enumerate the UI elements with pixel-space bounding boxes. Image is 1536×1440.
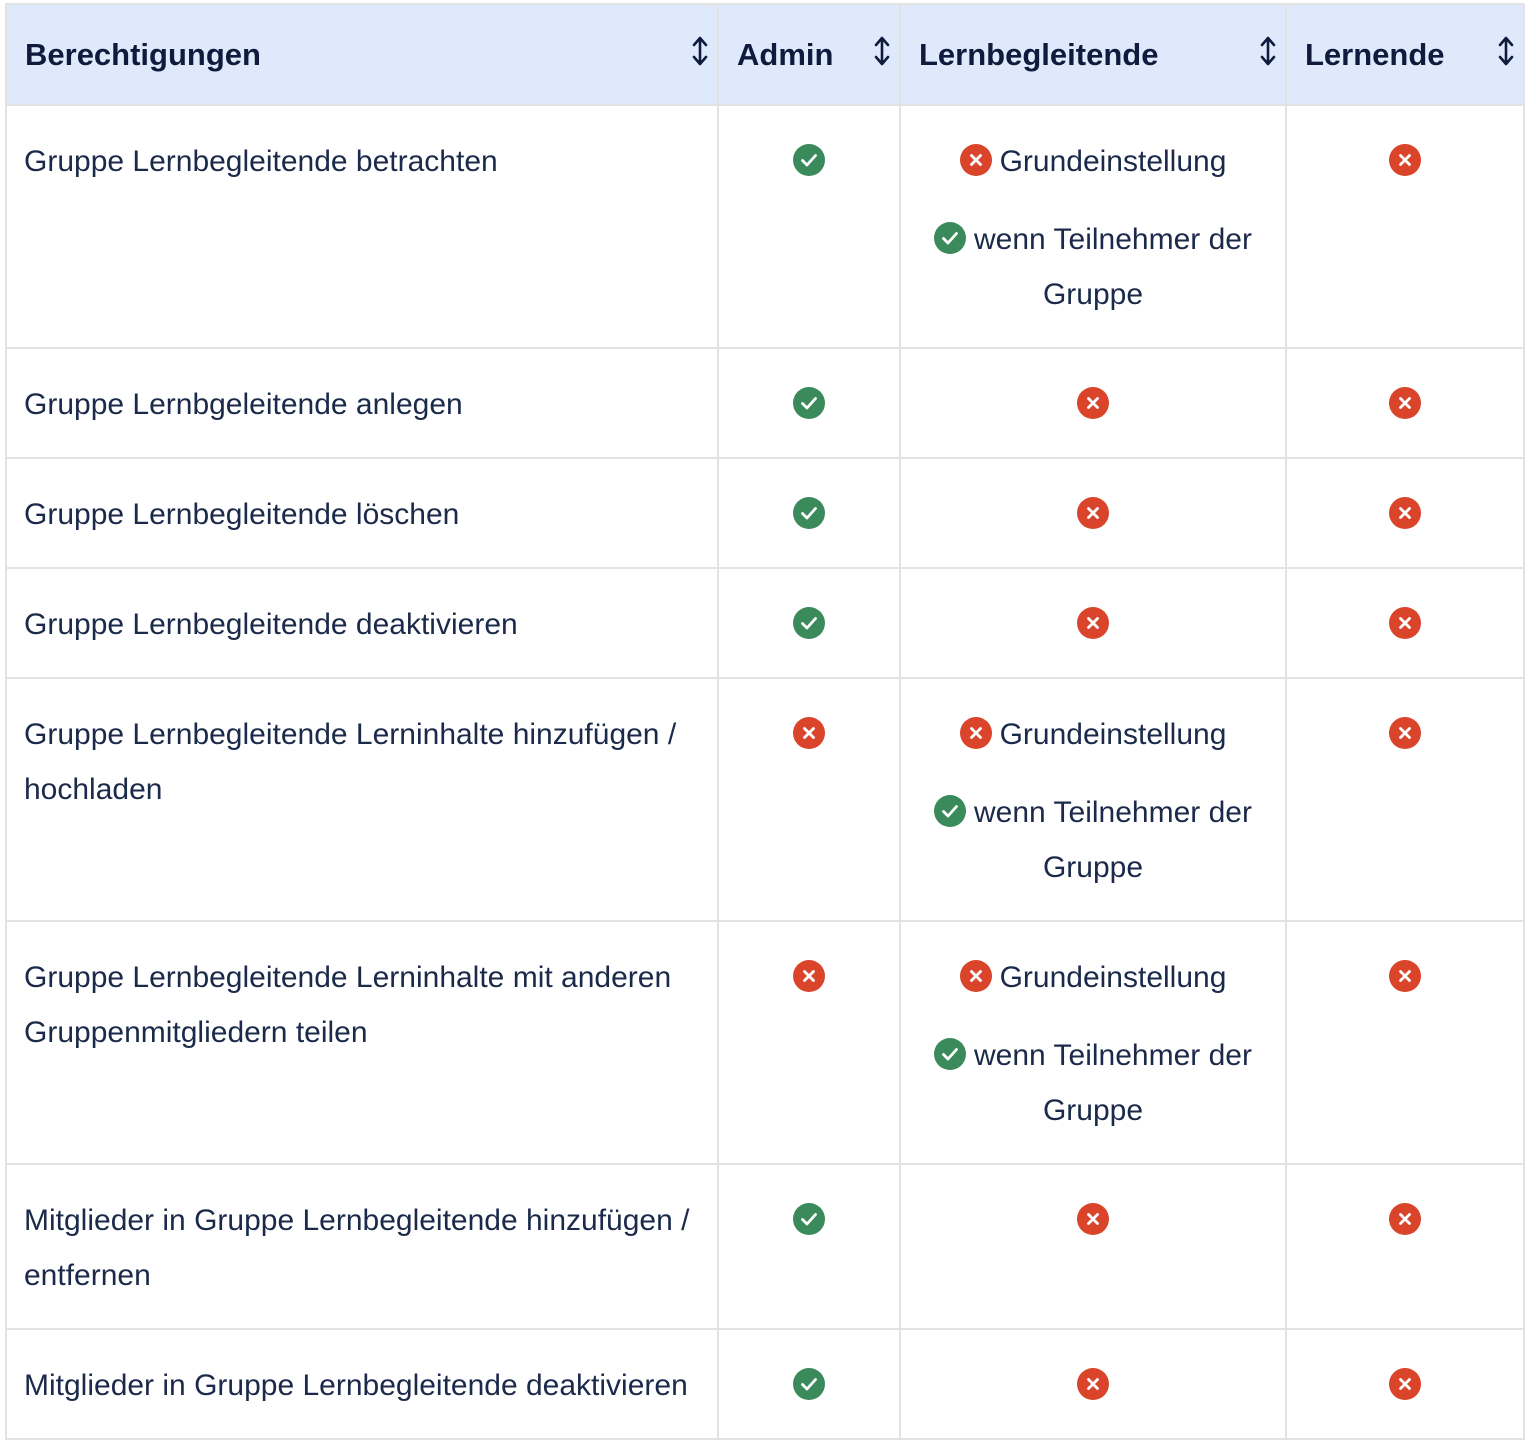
column-header-label: Lernende: [1305, 36, 1445, 72]
status-cell-lernende: [1286, 568, 1524, 678]
check-circle-icon: [793, 144, 825, 176]
status-line: [918, 785, 1268, 895]
column-header-label: Lernbegleitende: [919, 36, 1159, 72]
status-cell-lernbegleitende: [900, 1329, 1286, 1439]
status-line: [918, 377, 1268, 432]
check-circle-icon: [934, 222, 966, 254]
column-header-label: Admin: [737, 36, 834, 72]
cross-circle-icon: [1389, 717, 1421, 749]
cross-circle-icon: [1389, 497, 1421, 529]
status-line: [736, 134, 882, 189]
status-line: [1304, 1193, 1506, 1248]
permission-label: Gruppe Lernbgeleitende anlegen: [6, 348, 718, 458]
status-cell-admin: [718, 568, 900, 678]
status-cell-admin: [718, 458, 900, 568]
cross-circle-icon: [1077, 607, 1109, 639]
status-text: wenn Teilnehmer der Gruppe: [974, 796, 1252, 884]
status-line: [736, 950, 882, 1005]
status-line: [918, 597, 1268, 652]
cross-circle-icon: [1077, 1203, 1109, 1235]
status-line: [736, 1358, 882, 1413]
table-body: [6, 105, 1524, 1439]
cross-circle-icon: [793, 717, 825, 749]
status-cell-lernende: [1286, 921, 1524, 1164]
status-cell-admin: [718, 678, 900, 921]
permission-label: Gruppe Lernbegleitende betrachten: [6, 105, 718, 348]
status-line: [1304, 1358, 1506, 1413]
check-circle-icon: [793, 497, 825, 529]
status-line: [918, 212, 1268, 322]
status-line: [1304, 950, 1506, 1005]
status-cell-lernbegleitende: [900, 678, 1286, 921]
cross-circle-icon: [793, 960, 825, 992]
permission-label: Gruppe Lernbegleitende Lerninhalte mit anderen Gruppenmitgliedern teilen: [6, 921, 718, 1164]
status-text: Grundeinstellung: [999, 145, 1227, 178]
status-cell-admin: [718, 1164, 900, 1329]
cross-circle-icon: [1077, 387, 1109, 419]
table-row: [6, 1164, 1524, 1329]
permission-label: Mitglieder in Gruppe Lernbegleitende deaktivieren: [6, 1329, 718, 1439]
header-row: [6, 4, 1524, 105]
table-row: [6, 105, 1524, 348]
status-line: [1304, 597, 1506, 652]
status-cell-lernbegleitende: [900, 1164, 1286, 1329]
cross-circle-icon: [1077, 497, 1109, 529]
cross-circle-icon: [1389, 607, 1421, 639]
check-circle-icon: [793, 387, 825, 419]
status-text: wenn Teilnehmer der Gruppe: [974, 223, 1252, 311]
status-cell-admin: [718, 105, 900, 348]
table-row: [6, 348, 1524, 458]
status-line: [736, 377, 882, 432]
status-text: Grundeinstellung: [999, 961, 1227, 994]
table-row: [6, 921, 1524, 1164]
cross-circle-icon: [960, 960, 992, 992]
table-row: [6, 678, 1524, 921]
column-header-berechtigungen[interactable]: [6, 4, 718, 105]
column-header-lernende[interactable]: [1286, 4, 1524, 105]
permission-label: Mitglieder in Gruppe Lernbegleitende hinzufügen / entfernen: [6, 1164, 718, 1329]
sort-arrows-icon[interactable]: [1497, 35, 1515, 67]
check-circle-icon: [793, 1368, 825, 1400]
status-cell-lernende: [1286, 678, 1524, 921]
status-cell-admin: [718, 1329, 900, 1439]
status-cell-lernende: [1286, 348, 1524, 458]
status-cell-lernbegleitende: [900, 568, 1286, 678]
cross-circle-icon: [1077, 1368, 1109, 1400]
status-cell-lernende: [1286, 458, 1524, 568]
check-circle-icon: [793, 1203, 825, 1235]
cross-circle-icon: [960, 717, 992, 749]
status-cell-admin: [718, 348, 900, 458]
cross-circle-icon: [1389, 387, 1421, 419]
check-circle-icon: [793, 607, 825, 639]
status-line: [1304, 487, 1506, 542]
status-line: [736, 707, 882, 762]
status-line: [736, 487, 882, 542]
cross-circle-icon: [1389, 960, 1421, 992]
permission-label: Gruppe Lernbegleitende Lerninhalte hinzufügen / hochladen: [6, 678, 718, 921]
cross-circle-icon: [1389, 1368, 1421, 1400]
sort-arrows-icon[interactable]: [873, 35, 891, 67]
table-row: [6, 1329, 1524, 1439]
status-line: [736, 597, 882, 652]
status-line: [1304, 134, 1506, 189]
status-line: [736, 1193, 882, 1248]
status-cell-lernende: [1286, 1329, 1524, 1439]
column-header-admin[interactable]: [718, 4, 900, 105]
status-line: [1304, 377, 1506, 432]
status-line: [918, 1028, 1268, 1138]
status-line: [918, 1358, 1268, 1413]
permissions-table: [5, 3, 1525, 1440]
status-cell-lernbegleitende: [900, 348, 1286, 458]
table-header: [6, 4, 1524, 105]
status-line: [918, 1193, 1268, 1248]
status-cell-lernbegleitende: [900, 458, 1286, 568]
status-line: [918, 134, 1268, 189]
table-row: [6, 568, 1524, 678]
cross-circle-icon: [960, 144, 992, 176]
cross-circle-icon: [1389, 1203, 1421, 1235]
status-text: wenn Teilnehmer der Gruppe: [974, 1039, 1252, 1127]
table-row: [6, 458, 1524, 568]
status-cell-lernende: [1286, 105, 1524, 348]
status-line: [918, 950, 1268, 1005]
status-line: [1304, 707, 1506, 762]
status-cell-lernbegleitende: [900, 105, 1286, 348]
status-cell-admin: [718, 921, 900, 1164]
sort-arrows-icon[interactable]: [691, 35, 709, 67]
permission-label: Gruppe Lernbegleitende deaktivieren: [6, 568, 718, 678]
status-line: [918, 707, 1268, 762]
status-cell-lernende: [1286, 1164, 1524, 1329]
status-cell-lernbegleitende: [900, 921, 1286, 1164]
check-circle-icon: [934, 795, 966, 827]
check-circle-icon: [934, 1038, 966, 1070]
status-text: Grundeinstellung: [999, 718, 1227, 751]
status-line: [918, 487, 1268, 542]
sort-arrows-icon[interactable]: [1259, 35, 1277, 67]
column-header-lernbegleitende[interactable]: [900, 4, 1286, 105]
cross-circle-icon: [1389, 144, 1421, 176]
column-header-label: Berechtigungen: [25, 36, 261, 72]
permission-label: Gruppe Lernbegleitende löschen: [6, 458, 718, 568]
